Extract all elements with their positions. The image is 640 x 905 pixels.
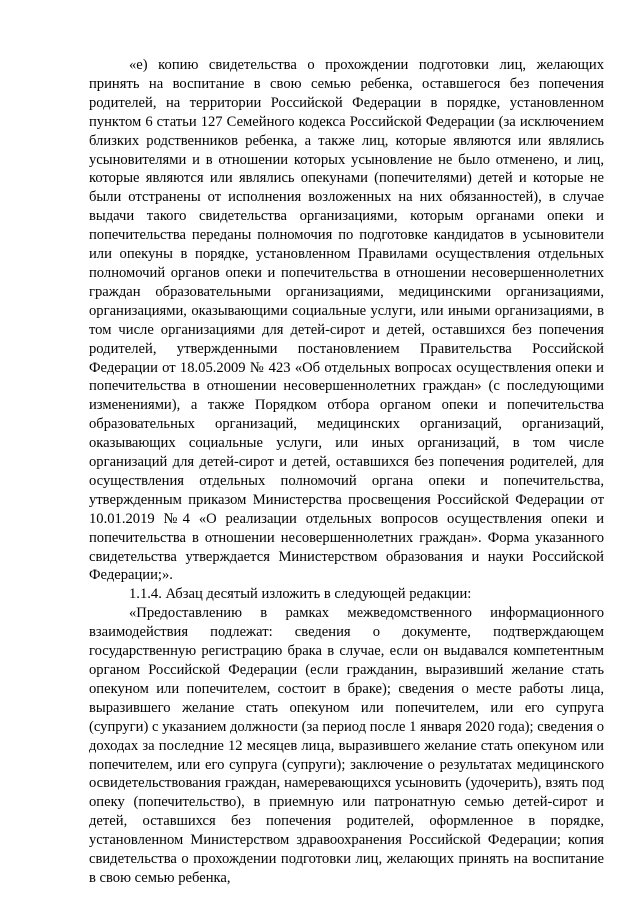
paragraph-item-e: «е) копию свидетельства о прохождении подготовки лиц, желающих принять на воспитание в свою семью ребенка, оставшегося без попечения родителей, на территории Российской Федерации в порядке, установленном пунктом 6 статьи 127 Семейного кодекса Российской Федерации (за исключением близких родственников ребенка, а также лиц, которые являются или являлись усыновителями и в отношении которых усыновление не было отменено, и лиц, которые являются или являлись опекунами (попечителями) детей и которые не были отстранены от исполнения возложенных на них обязанностей), в случае выдачи такого свидетельства организациями, которым органами опеки и попечительства переданы полномочия по подготовке кандидатов в усыновители или опекуны в порядке, установленном Правилами осуществления отдельных полномочий органов опеки и попечительства в отношении несовершеннолетних граждан образовательными организациями, медицинскими организациями, организациями, оказывающими социальные услуги, или иными организациями, в том числе организациями для детей-сирот и детей, оставшихся без попечения родителей, утвержденными постановлением Правительства Российской Федерации от 18.05.2009 № 423 «Об отдельных вопросах осуществления опеки и попечительства в отношении несовершеннолетних граждан» (с последующими изменениями), а также Порядком отбора органом опеки и попечительства образовательных организаций, медицинских организаций, организаций, оказывающих социальные услуги, или иных организаций, в том числе организаций для детей-сирот и детей, оставшихся без попечения родителей, для осуществления отдельных полномочий органа опеки и попечительства, утвержденным приказом Министерства просвещения Российской Федерации от 10.01.2019 №4 «О реализации отдельных вопросов осуществления опеки и попечительства в отношении несовершеннолетних граждан». Форма указанного свидетельства утверждается Министерством образования и науки Российской Федерации;». xyxy=(89,57,604,584)
paragraph-1-1-4-heading: 1.1.4. Абзац десятый изложить в следующей редакции: xyxy=(129,586,472,603)
paragraph-interagency-info: «Предоставлению в рамках межведомственного информационного взаимодействия подлежат: сведения о документе, подтверждающем государственную регистрацию брака в случае, если он выдавался компетентным органом Российской Федерации (если гражданин, выразивший желание стать опекуном или попечителем, состоит в браке); сведения о месте работы лица, выразившего желание стать опекуном или попечителем, или его супруга (супруги) с указанием должности (за период после 1 января 2020 года); сведения о доходах за последние 12 месяцев лица, выразившего желание стать опекуном или попечителем, или его супруга (супруги); заключение о результатах медицинского освидетельствования граждан, намеревающихся усыновить (удочерить), взять под опеку (попечительство), в приемную или патронатную семью детей-сирот и детей, оставшихся без попечения родителей, оформленное в порядке, установленном Министерством здравоохранения Российской Федерации; копия свидетельства о прохождении подготовки лиц, желающих принять на воспитание в свою семью ребенка, xyxy=(89,605,604,886)
document-page xyxy=(89,56,604,888)
